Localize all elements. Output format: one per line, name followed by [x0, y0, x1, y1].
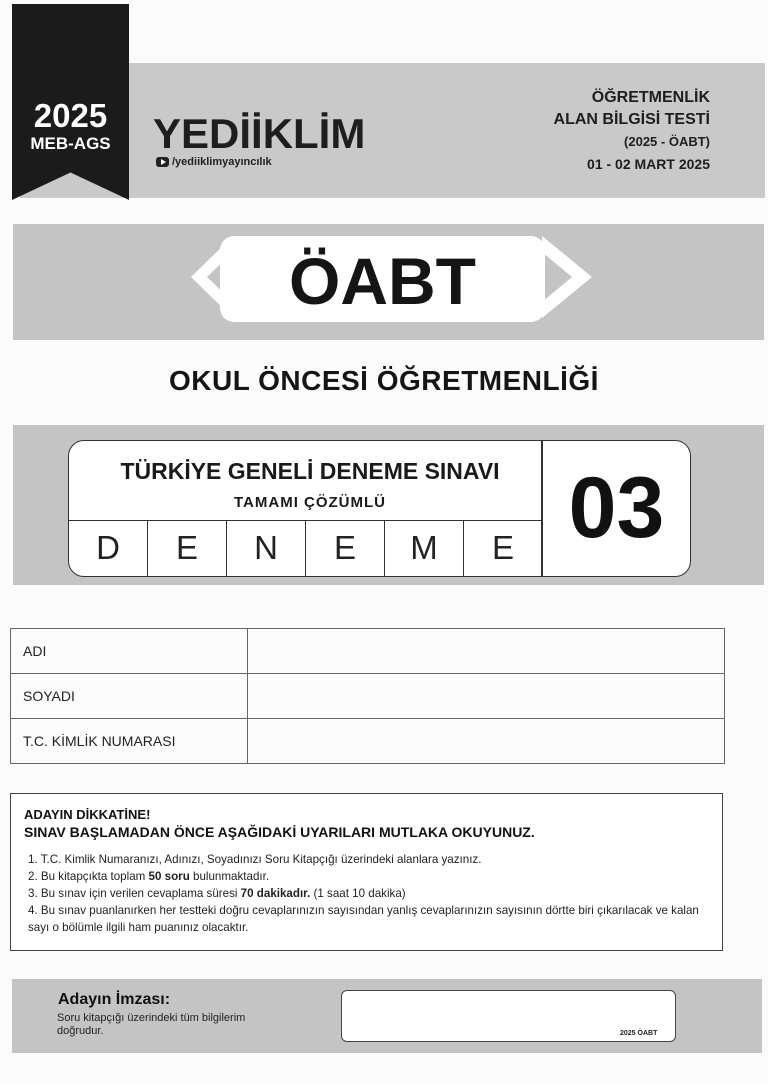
warning-subheading: SINAV BAŞLAMADAN ÖNCE AŞAĞIDAKİ UYARILARI MUTLAKA OKUYUNUZ. — [24, 824, 535, 840]
signature-title: Adayın İmzası: — [58, 991, 171, 1008]
item-number: 4. — [28, 904, 38, 917]
table-row — [11, 629, 725, 674]
test-date: 01 - 02 MART 2025 — [587, 156, 710, 172]
warning-list — [28, 851, 718, 936]
deneme-subtitle: TAMAMI ÇÖZÜMLÜ — [233, 494, 387, 511]
warning-heading: ADAYIN DİKKATİNE! — [24, 807, 151, 822]
item-text: T.C. Kimlik Numaranızı, Adınızı, Soyadınızı Soru Kitapçığı üzerindeki alanlara yazınız. — [40, 853, 482, 866]
list-item — [28, 851, 718, 868]
item-bold: 50 soru — [148, 870, 190, 883]
item-number: 3. — [28, 887, 38, 900]
candidate-form — [10, 628, 725, 764]
subject-title: OKUL ÖNCESİ ÖĞRETMENLİĞİ — [169, 365, 599, 396]
brand-handle: /yediiklimyayıncılık — [172, 156, 272, 168]
deneme-letters — [69, 520, 542, 577]
item-text: Bu kitapçıkta toplam — [40, 870, 149, 883]
deneme-number: 03 — [568, 460, 665, 556]
list-item — [28, 902, 718, 936]
brand-logo: YEDİİKLİM — [153, 110, 366, 157]
id-number-label: T.C. KİMLİK NUMARASI — [11, 719, 248, 764]
booklet-code: 2025 ÖABT — [620, 1030, 658, 1037]
test-info-line1: ÖĞRETMENLİK — [591, 89, 710, 106]
item-text: Bu sınav puanlanırken her testteki doğru cevaplarınızın sayısından yanlış cevaplarınızın sayısının dörtte biri çıkarılacak ve kalan sayı o bölümle ilgili ham puanınız olacaktır. — [28, 904, 699, 934]
ribbon-subtitle: MEB-AGS — [30, 134, 111, 153]
item-text: Bu sınav için verilen cevaplama süresi — [40, 887, 241, 900]
item-number: 2. — [28, 870, 38, 883]
item-number: 1. — [28, 853, 38, 866]
surname-field[interactable] — [248, 674, 725, 719]
letter-cell: E — [491, 529, 514, 566]
letter-cell: M — [385, 521, 464, 577]
id-number-field[interactable] — [248, 719, 725, 764]
name-label: ADI — [11, 629, 248, 674]
table-row — [11, 719, 725, 764]
letter-cell: D — [69, 521, 148, 577]
deneme-title: TÜRKİYE GENELİ DENEME SINAVI — [120, 458, 500, 484]
table-row — [11, 674, 725, 719]
test-info-line2: ALAN BİLGİSİ TESTİ — [553, 111, 710, 128]
letter-cell: E — [306, 521, 385, 577]
divider — [541, 440, 543, 577]
list-item — [28, 868, 718, 885]
youtube-icon — [156, 157, 169, 167]
exam-title: ÖABT — [289, 244, 476, 318]
item-text-post: (1 saat 10 dakika) — [310, 887, 406, 900]
item-bold: 70 dakikadır. — [240, 887, 311, 900]
list-item — [28, 885, 718, 902]
surname-label: SOYADI — [11, 674, 248, 719]
test-info-line3: (2025 - ÖABT) — [624, 134, 710, 149]
ribbon-year: 2025 — [33, 97, 108, 134]
signature-note: Soru kitapçığı üzerindeki tüm bilgilerim doğrudur. — [57, 1012, 246, 1037]
name-field[interactable] — [248, 629, 725, 674]
letter-cell: E — [148, 521, 227, 577]
letter-cell: N — [227, 521, 306, 577]
test-info — [554, 87, 710, 175]
item-text-post: bulunmaktadır. — [189, 870, 270, 883]
